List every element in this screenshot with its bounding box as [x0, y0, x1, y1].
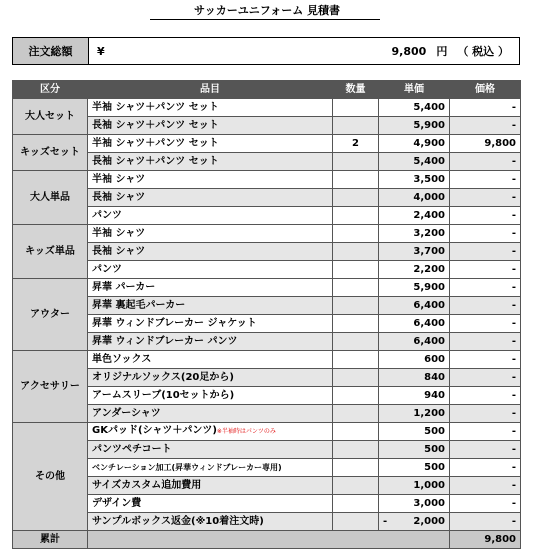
- amount-cell: -: [450, 333, 521, 351]
- qty-cell[interactable]: [333, 351, 379, 369]
- item-cell: オリジナルソックス(20足から): [88, 369, 333, 387]
- amount-cell: -: [450, 117, 521, 135]
- table-row: [13, 441, 521, 459]
- table-row: [13, 405, 521, 423]
- qty-cell[interactable]: [333, 189, 379, 207]
- item-cell: 長袖 シャツ: [88, 243, 333, 261]
- item-cell: サイズカスタム追加費用: [88, 477, 333, 495]
- qty-cell[interactable]: [333, 225, 379, 243]
- table-row: [13, 135, 521, 153]
- table-row: [13, 225, 521, 243]
- item-cell: 昇華 裏起毛パーカー: [88, 297, 333, 315]
- qty-cell[interactable]: [333, 369, 379, 387]
- qty-cell[interactable]: [333, 315, 379, 333]
- price-cell: 2,400: [379, 207, 450, 225]
- table-row: [13, 117, 521, 135]
- order-total-tax: （ 税込 ）: [457, 45, 509, 58]
- price-cell: 5,900: [379, 279, 450, 297]
- amount-cell: -: [450, 405, 521, 423]
- qty-cell[interactable]: [333, 297, 379, 315]
- item-cell: 昇華 パーカー: [88, 279, 333, 297]
- table-header-row: [13, 81, 521, 99]
- price-cell: 3,700: [379, 243, 450, 261]
- item-cell: 半袖 シャツ＋パンツ セット: [88, 99, 333, 117]
- category-cell: 大人単品: [13, 171, 88, 225]
- amount-cell: -: [450, 243, 521, 261]
- price-cell: [379, 513, 450, 531]
- item-cell: 半袖 シャツ: [88, 225, 333, 243]
- amount-cell: -: [450, 189, 521, 207]
- price-cell: 1,200: [379, 405, 450, 423]
- amount-cell: -: [450, 351, 521, 369]
- price-cell: 3,000: [379, 495, 450, 513]
- item-text: GKパッド(シャツ＋パンツ): [92, 425, 217, 436]
- amount-cell: -: [450, 495, 521, 513]
- table-row: [13, 279, 521, 297]
- amount-cell: -: [450, 279, 521, 297]
- table-row: [13, 423, 521, 441]
- price-cell: 500: [379, 459, 450, 477]
- price-cell: 940: [379, 387, 450, 405]
- amount-cell: -: [450, 171, 521, 189]
- order-total-label: 注文総額: [13, 38, 89, 64]
- qty-cell[interactable]: [333, 441, 379, 459]
- table-row: [13, 333, 521, 351]
- table-row: [13, 99, 521, 117]
- header-category: 区分: [13, 81, 88, 99]
- item-cell: パンツ: [88, 261, 333, 279]
- category-cell: キッズセット: [13, 135, 88, 171]
- item-cell: 長袖 シャツ＋パンツ セット: [88, 153, 333, 171]
- price-cell: 6,400: [379, 297, 450, 315]
- sum-amount: 9,800: [450, 531, 521, 549]
- item-cell: 半袖 シャツ＋パンツ セット: [88, 135, 333, 153]
- price-cell: 4,900: [379, 135, 450, 153]
- qty-cell[interactable]: [333, 477, 379, 495]
- item-cell: サンプルボックス返金(※10着注文時): [88, 513, 333, 531]
- qty-cell[interactable]: [333, 405, 379, 423]
- qty-cell[interactable]: [333, 423, 379, 441]
- header-price: 単価: [379, 81, 450, 99]
- table-row: [13, 369, 521, 387]
- qty-cell[interactable]: [333, 171, 379, 189]
- qty-cell[interactable]: 2: [333, 135, 379, 153]
- sum-spacer: [88, 531, 450, 549]
- category-cell: キッズ単品: [13, 225, 88, 279]
- item-cell: 長袖 シャツ＋パンツ セット: [88, 117, 333, 135]
- table-row: [13, 261, 521, 279]
- table-row: [13, 315, 521, 333]
- header-item: 品目: [88, 81, 333, 99]
- amount-cell: -: [450, 369, 521, 387]
- qty-cell[interactable]: [333, 117, 379, 135]
- table-row: [13, 153, 521, 171]
- price-cell: 5,400: [379, 153, 450, 171]
- item-cell: 昇華 ウィンドブレーカー パンツ: [88, 333, 333, 351]
- order-total-amount: 9,800: [391, 44, 427, 58]
- qty-cell[interactable]: [333, 333, 379, 351]
- item-cell: アームスリーブ(10セットから): [88, 387, 333, 405]
- header-qty: 数量: [333, 81, 379, 99]
- amount-cell: -: [450, 99, 521, 117]
- qty-cell[interactable]: [333, 279, 379, 297]
- table-row: [13, 189, 521, 207]
- table-row: [13, 243, 521, 261]
- item-cell: デザイン費: [88, 495, 333, 513]
- estimate-table: [12, 80, 521, 549]
- table-row: [13, 207, 521, 225]
- amount-cell: -: [450, 261, 521, 279]
- amount-cell: -: [450, 459, 521, 477]
- table-row: [13, 351, 521, 369]
- price-cell: 3,200: [379, 225, 450, 243]
- qty-cell[interactable]: [333, 207, 379, 225]
- page-title: サッカーユニフォーム 見積書: [193, 4, 341, 17]
- amount-cell: -: [450, 441, 521, 459]
- table-row: [13, 513, 521, 531]
- title-underline: [150, 19, 380, 20]
- price-cell: 6,400: [379, 333, 450, 351]
- category-cell: その他: [13, 423, 88, 531]
- header-amount: 価格: [450, 81, 521, 99]
- price-cell: 500: [379, 423, 450, 441]
- sum-row: [13, 531, 521, 549]
- order-total-amount-group: [127, 38, 519, 64]
- table-row: [13, 297, 521, 315]
- table-row: [13, 495, 521, 513]
- item-cell: アンダーシャツ: [88, 405, 333, 423]
- category-cell: アクセサリー: [13, 351, 88, 423]
- qty-cell[interactable]: [333, 459, 379, 477]
- qty-cell[interactable]: [333, 387, 379, 405]
- qty-cell[interactable]: [333, 99, 379, 117]
- item-cell: 単色ソックス: [88, 351, 333, 369]
- amount-cell: -: [450, 207, 521, 225]
- amount-cell: -: [450, 423, 521, 441]
- price-cell: 2,200: [379, 261, 450, 279]
- sum-label: 累計: [13, 531, 88, 549]
- price-sign: -: [383, 515, 388, 527]
- item-cell: [88, 423, 333, 441]
- qty-cell[interactable]: [333, 261, 379, 279]
- qty-cell[interactable]: [333, 495, 379, 513]
- price-cell: 6,400: [379, 315, 450, 333]
- amount-cell: 9,800: [450, 135, 521, 153]
- price-cell: 500: [379, 441, 450, 459]
- qty-cell[interactable]: [333, 153, 379, 171]
- order-total-currency: ¥: [97, 44, 105, 58]
- item-cell: ベンチレーション加工(昇華ウィンドブレーカー専用): [88, 459, 333, 477]
- item-cell: 半袖 シャツ: [88, 171, 333, 189]
- item-cell: パンツ: [88, 207, 333, 225]
- price-cell: 3,500: [379, 171, 450, 189]
- qty-cell[interactable]: [333, 243, 379, 261]
- price-cell: 600: [379, 351, 450, 369]
- amount-cell: -: [450, 513, 521, 531]
- price-cell: 1,000: [379, 477, 450, 495]
- amount-cell: -: [450, 225, 521, 243]
- order-total-box: [12, 37, 520, 65]
- amount-cell: -: [450, 297, 521, 315]
- table-row: [13, 477, 521, 495]
- table-row: [13, 459, 521, 477]
- price-cell: 5,900: [379, 117, 450, 135]
- item-cell: 長袖 シャツ: [88, 189, 333, 207]
- qty-cell[interactable]: [333, 513, 379, 531]
- table-row: [13, 387, 521, 405]
- item-cell: 昇華 ウィンドブレーカー ジャケット: [88, 315, 333, 333]
- order-total-unit: 円: [436, 45, 448, 58]
- price-value: 2,000: [413, 515, 445, 527]
- category-cell: アウター: [13, 279, 88, 351]
- item-cell: パンツペチコート: [88, 441, 333, 459]
- price-cell: 5,400: [379, 99, 450, 117]
- amount-cell: -: [450, 315, 521, 333]
- amount-cell: -: [450, 153, 521, 171]
- price-cell: 840: [379, 369, 450, 387]
- amount-cell: -: [450, 477, 521, 495]
- item-note: ※半袖時はパンツのみ: [216, 428, 276, 435]
- table-row: [13, 171, 521, 189]
- price-cell: 4,000: [379, 189, 450, 207]
- amount-cell: -: [450, 387, 521, 405]
- category-cell: 大人セット: [13, 99, 88, 135]
